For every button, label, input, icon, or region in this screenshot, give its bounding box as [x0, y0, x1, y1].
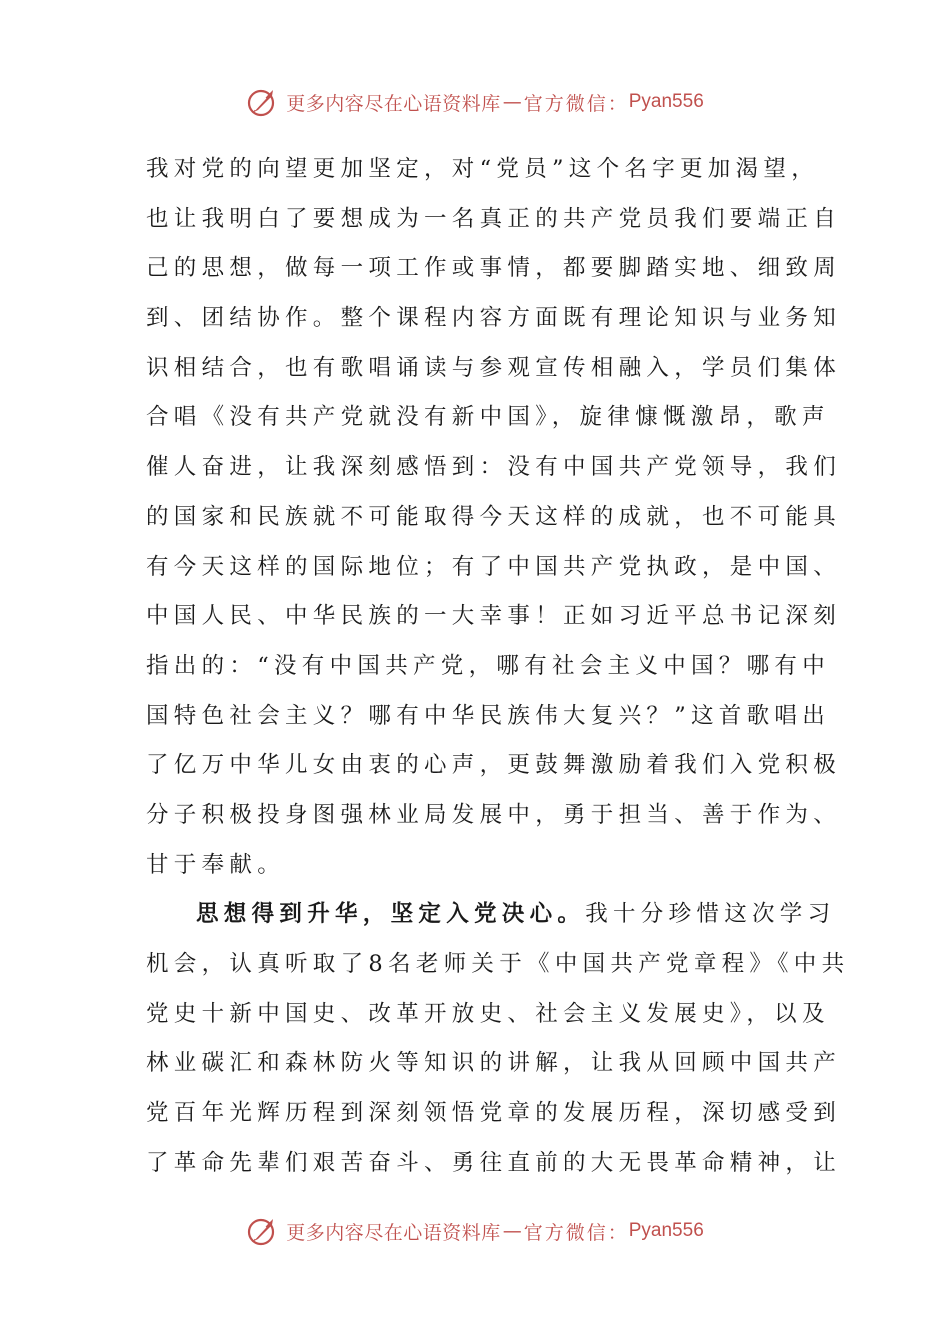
- body-line: 到、团结协作。整个课程内容方面既有理论知识与业务知: [146, 305, 842, 332]
- body-line: 了亿万中华儿女由衷的心声，更鼓舞激励着我们入党积极: [146, 752, 842, 779]
- paragraph-2-first-rest: 我十分珍惜这次学习: [585, 901, 836, 928]
- body-line: 国特色社会主义？哪有中华民族伟大复兴？”这首歌唱出: [146, 702, 831, 729]
- body-line: 合唱《没有共产党就没有新中国》，旋律慷慨激昂，歌声: [146, 404, 830, 431]
- body-line: 机会，认真听取了8名老师关于《中国共产党章程》《中共: [146, 951, 850, 977]
- body-line: 中国人民、中华民族的一大幸事！正如习近平总书记深刻: [146, 603, 842, 630]
- body-line: 我对党的向望更加坚定，对“党员”这个名字更加渴望，: [146, 156, 820, 182]
- paragraph-2-first-line: [146, 890, 836, 940]
- footer-dash: —: [502, 1220, 522, 1242]
- header-banner: [0, 82, 950, 122]
- body-line: 党百年光辉历程到深刻领悟党章的发展历程，深切感受到: [146, 1100, 842, 1127]
- footer-wechat-id: Pyan556: [628, 1220, 704, 1241]
- body-line: 的国家和民族就不可能取得今天这样的成就，也不可能具: [146, 503, 842, 530]
- quill-pen-logo-icon: [246, 1215, 278, 1247]
- quill-pen-logo-icon: [246, 86, 278, 118]
- body-line: 也让我明白了要想成为一名真正的共产党员我们要端正自: [146, 205, 842, 232]
- body-line: 指出的：“没有中国共产党，哪有社会主义中国？哪有中: [146, 652, 831, 679]
- body-line: 催人奋进，让我深刻感悟到：没有中国共产党领导，我们: [146, 454, 842, 481]
- footer-wechat-label: 官方微信：: [523, 1221, 629, 1244]
- body-line: 林业碳汇和森林防火等知识的讲解，让我从回顾中国共产: [146, 1050, 842, 1077]
- body-line: 识相结合，也有歌唱诵读与参观宣传相融入，学员们集体: [146, 354, 842, 381]
- document-body: [146, 145, 850, 1188]
- body-line: 有今天这样的国际地位；有了中国共产党执政，是中国、: [146, 553, 842, 580]
- body-line: 了革命先辈们艰苦奋斗、勇往直前的大无畏革命精神，让: [146, 1149, 842, 1176]
- body-line: 甘于奉献。: [146, 851, 286, 878]
- header-wechat-label: 官方微信：: [523, 92, 629, 115]
- body-line: 分子积极投身图强林业局发展中，勇于担当、善于作为、: [146, 801, 842, 828]
- header-banner-text: 更多内容尽在心语资料库: [286, 92, 501, 115]
- header-wechat-id: Pyan556: [628, 91, 704, 112]
- paragraph-2-heading: 思想得到升华，坚定入党决心。: [196, 901, 586, 928]
- header-dash: —: [502, 91, 522, 113]
- footer-banner-text: 更多内容尽在心语资料库: [286, 1221, 501, 1244]
- footer-banner: [0, 1211, 950, 1251]
- body-line: 党史十新中国史、改革开放史、社会主义发展史》，以及: [146, 1000, 830, 1027]
- body-line: 己的思想，做每一项工作或事情，都要脚踏实地、细致周: [146, 255, 842, 282]
